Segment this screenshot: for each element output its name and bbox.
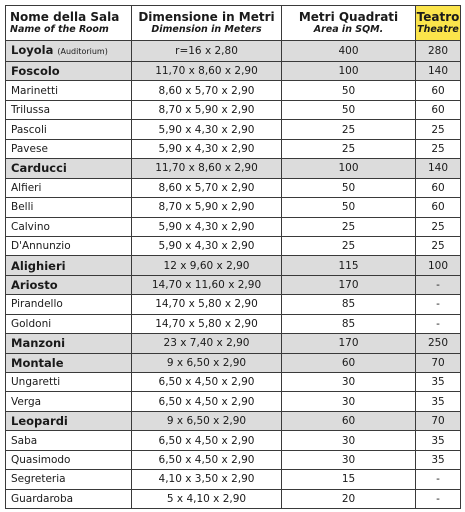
theatre-cell: 35: [416, 431, 461, 450]
table-row: [6, 431, 461, 450]
area-cell: 25: [282, 217, 416, 236]
room-name: Ariosto: [11, 278, 58, 293]
room-name: Calvino: [11, 220, 50, 233]
table-row: [6, 489, 461, 508]
dimensions-cell: 14,70 x 5,80 x 2,90: [132, 295, 282, 314]
room-name: Trilussa: [11, 104, 51, 117]
room-name: Pavese: [11, 142, 48, 155]
theatre-cell: 60: [416, 178, 461, 197]
dimensions-cell: 9 x 6,50 x 2,90: [132, 411, 282, 430]
room-name-cell: [6, 450, 132, 469]
room-name-header-title: Nome della Sala: [10, 10, 120, 24]
table-row: [6, 373, 461, 392]
table-row: [6, 411, 461, 430]
theatre-cell: 35: [416, 450, 461, 469]
dimensions-cell: 8,60 x 5,70 x 2,90: [132, 178, 282, 197]
room-name-cell: [6, 100, 132, 119]
dimensions-cell: 8,70 x 5,90 x 2,90: [132, 100, 282, 119]
dimensions-cell: 14,70 x 11,60 x 2,90: [132, 275, 282, 294]
room-name-cell: [6, 81, 132, 100]
area-cell: 170: [282, 334, 416, 353]
room-name-cell: [6, 139, 132, 158]
room-name-cell: [6, 256, 132, 275]
header-row: [6, 6, 461, 41]
table-row: [6, 198, 461, 217]
room-name: Pirandello: [11, 298, 63, 311]
room-name: Carducci: [11, 161, 67, 176]
theatre-header-title: Teatro: [416, 10, 460, 24]
room-name: Segreteria: [11, 473, 66, 486]
dimensions-cell: 14,70 x 5,80 x 2,90: [132, 314, 282, 333]
room-name-cell: [6, 159, 132, 178]
table-row: [6, 392, 461, 411]
theatre-header: [416, 6, 461, 41]
theatre-cell: 25: [416, 139, 461, 158]
room-name: Manzoni: [11, 336, 66, 351]
theatre-cell: 280: [416, 41, 461, 62]
dimensions-cell: 6,50 x 4,50 x 2,90: [132, 450, 282, 469]
room-name-cell: [6, 392, 132, 411]
area-cell: 20: [282, 489, 416, 508]
dimensions-cell: 5,90 x 4,30 x 2,90: [132, 217, 282, 236]
dimensions-cell: 5,90 x 4,30 x 2,90: [132, 120, 282, 139]
room-name-cell: [6, 120, 132, 139]
dimensions-cell: 8,60 x 5,70 x 2,90: [132, 81, 282, 100]
room-name: Verga: [11, 395, 42, 408]
area-cell: 100: [282, 159, 416, 178]
theatre-cell: -: [416, 295, 461, 314]
dimensions-cell: 5,90 x 4,30 x 2,90: [132, 236, 282, 255]
area-cell: 25: [282, 236, 416, 255]
table-row: [6, 334, 461, 353]
area-cell: 85: [282, 314, 416, 333]
room-name: Alighieri: [11, 258, 66, 273]
room-name: Montale: [11, 355, 64, 370]
room-name: Marinetti: [11, 84, 58, 97]
area-cell: 85: [282, 295, 416, 314]
room-name: Ungaretti: [11, 376, 61, 389]
theatre-cell: -: [416, 314, 461, 333]
table-row: [6, 81, 461, 100]
dimensions-cell: 11,70 x 8,60 x 2,90: [132, 159, 282, 178]
room-name-cell: [6, 198, 132, 217]
area-cell: 25: [282, 139, 416, 158]
room-name-cell: [6, 217, 132, 236]
area-cell: 50: [282, 198, 416, 217]
theatre-cell: 60: [416, 198, 461, 217]
room-name-cell: [6, 373, 132, 392]
dimensions-cell: 5,90 x 4,30 x 2,90: [132, 139, 282, 158]
room-capacity-table: [5, 5, 461, 509]
theatre-cell: 140: [416, 159, 461, 178]
room-name: Guardaroba: [11, 492, 74, 505]
room-name-cell: [6, 334, 132, 353]
table-row: [6, 236, 461, 255]
area-header-title: Metri Quadrati: [298, 10, 399, 24]
room-name: Goldoni: [11, 317, 52, 330]
area-cell: 30: [282, 392, 416, 411]
area-header: [282, 6, 416, 41]
room-name: Pascoli: [11, 123, 47, 136]
area-cell: 50: [282, 178, 416, 197]
room-name-cell: [6, 62, 132, 81]
room-name-cell: [6, 470, 132, 489]
table-row: [6, 256, 461, 275]
theatre-cell: 60: [416, 100, 461, 119]
area-cell: 115: [282, 256, 416, 275]
table-row: [6, 139, 461, 158]
room-name: Saba: [11, 434, 38, 447]
room-name-cell: [6, 295, 132, 314]
room-name-cell: [6, 431, 132, 450]
room-name-cell: [6, 275, 132, 294]
theatre-cell: 100: [416, 256, 461, 275]
table-row: [6, 275, 461, 294]
area-cell: 60: [282, 353, 416, 372]
table-row: [6, 100, 461, 119]
room-name: Belli: [11, 201, 34, 214]
room-name-cell: [6, 236, 132, 255]
area-cell: 400: [282, 41, 416, 62]
dimensions-cell: 11,70 x 8,60 x 2,90: [132, 62, 282, 81]
room-name-cell: [6, 489, 132, 508]
room-name: Alfieri: [11, 181, 42, 194]
dimensions-header-subtitle: Dimension in Meters: [151, 24, 262, 35]
theatre-cell: 70: [416, 411, 461, 430]
dimensions-cell: r=16 x 2,80: [132, 41, 282, 62]
room-name-cell: [6, 411, 132, 430]
room-name-header-subtitle: Name of the Room: [10, 24, 109, 35]
area-header-subtitle: Area in SQM.: [313, 24, 384, 35]
room-name-cell: [6, 314, 132, 333]
area-cell: 50: [282, 100, 416, 119]
dimensions-header: [132, 6, 282, 41]
theatre-cell: -: [416, 489, 461, 508]
dimensions-cell: 6,50 x 4,50 x 2,90: [132, 431, 282, 450]
area-cell: 50: [282, 81, 416, 100]
room-name: Quasimodo: [11, 453, 71, 466]
theatre-cell: 60: [416, 81, 461, 100]
table-row: [6, 120, 461, 139]
dimensions-cell: 6,50 x 4,50 x 2,90: [132, 373, 282, 392]
theatre-cell: 25: [416, 120, 461, 139]
dimensions-cell: 9 x 6,50 x 2,90: [132, 353, 282, 372]
table-row: [6, 295, 461, 314]
theatre-header-subtitle: Theatre: [417, 24, 459, 35]
table-body: [6, 41, 461, 509]
theatre-cell: 140: [416, 62, 461, 81]
theatre-cell: -: [416, 470, 461, 489]
room-name-cell: [6, 353, 132, 372]
theatre-cell: 25: [416, 236, 461, 255]
table-row: [6, 470, 461, 489]
dimensions-cell: 4,10 x 3,50 x 2,90: [132, 470, 282, 489]
area-cell: 170: [282, 275, 416, 294]
dimensions-cell: 8,70 x 5,90 x 2,90: [132, 198, 282, 217]
theatre-cell: 70: [416, 353, 461, 372]
area-cell: 30: [282, 431, 416, 450]
room-name-header: [6, 6, 132, 41]
dimensions-cell: 5 x 4,10 x 2,90: [132, 489, 282, 508]
table-row: [6, 178, 461, 197]
room-name: Foscolo: [11, 64, 60, 79]
room-name: Leopardi: [11, 414, 68, 429]
dimensions-cell: 6,50 x 4,50 x 2,90: [132, 392, 282, 411]
room-name-cell: [6, 41, 132, 62]
area-cell: 15: [282, 470, 416, 489]
table-row: [6, 41, 461, 62]
room-name: D'Annunzio: [11, 240, 71, 253]
room-name: Loyola: [11, 43, 54, 57]
theatre-cell: 25: [416, 217, 461, 236]
theatre-cell: 35: [416, 392, 461, 411]
table-row: [6, 450, 461, 469]
table-row: [6, 62, 461, 81]
area-cell: 30: [282, 373, 416, 392]
theatre-cell: 35: [416, 373, 461, 392]
table-row: [6, 159, 461, 178]
table-row: [6, 353, 461, 372]
room-name-note: (Auditorium): [57, 47, 108, 56]
area-cell: 25: [282, 120, 416, 139]
area-cell: 60: [282, 411, 416, 430]
dimensions-cell: 12 x 9,60 x 2,90: [132, 256, 282, 275]
area-cell: 100: [282, 62, 416, 81]
table-row: [6, 217, 461, 236]
table-row: [6, 314, 461, 333]
theatre-cell: 250: [416, 334, 461, 353]
dimensions-cell: 23 x 7,40 x 2,90: [132, 334, 282, 353]
area-cell: 30: [282, 450, 416, 469]
room-name-cell: [6, 178, 132, 197]
dimensions-header-title: Dimensione in Metri: [138, 10, 275, 24]
theatre-cell: -: [416, 275, 461, 294]
